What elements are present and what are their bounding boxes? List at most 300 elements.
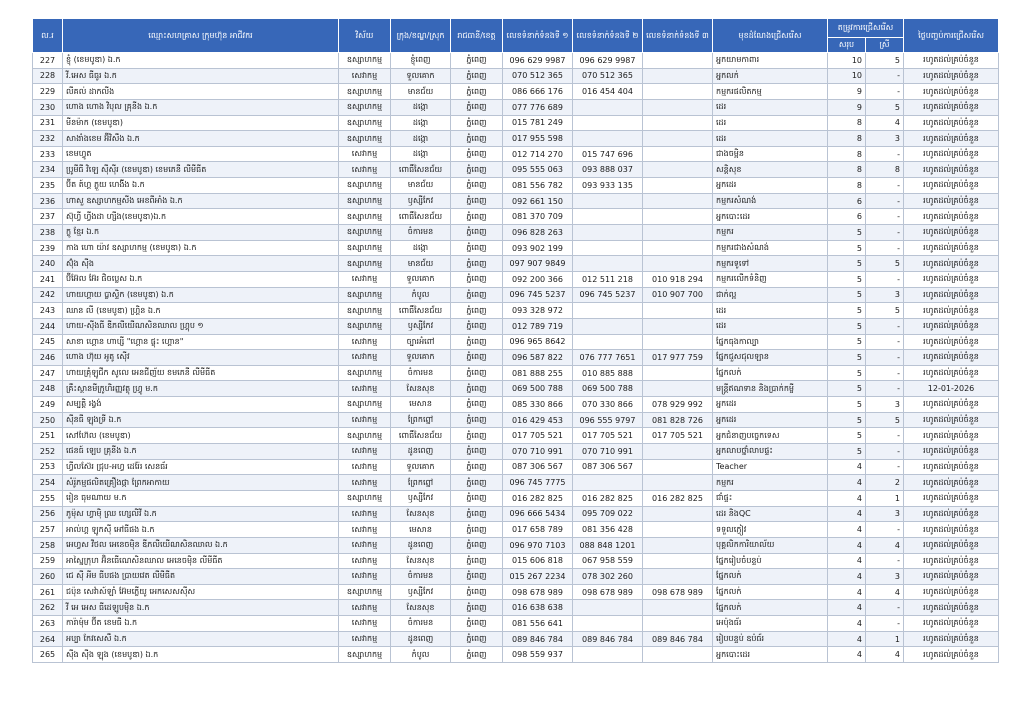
position-cell: ដេរ	[713, 115, 828, 131]
table-row	[33, 131, 999, 147]
province-cell: ភ្នំពេញ	[451, 256, 503, 272]
company-name-cell: គ្រឹះស្ថានមីក្រូហិរញ្ញវត្ថុ ហ្វ្រូ ម.ក	[63, 381, 339, 397]
phone-3-cell	[643, 506, 713, 522]
company-name-cell: អាល់ហ្គ ឡូកស៊ី អៅធីផង ឯ.ក	[63, 522, 339, 538]
company-name-cell: ជេ ស៊ី អីម ធីបផង ប្រាយវេត លីមីធីត	[63, 569, 339, 585]
province-cell: ភ្នំពេញ	[451, 99, 503, 115]
company-name-cell: ហាសួ ឧស្សាហកម្មសីង អេខពីអាំង ឯ.ក	[63, 193, 339, 209]
row-number-cell: 250	[33, 412, 63, 428]
district-cell: ដង្កោ	[391, 146, 451, 162]
company-name-cell: កាង ហោ យ៉ាវ ឧស្សាហកម្ម (ខេមបូឌា) ឯ.ក	[63, 240, 339, 256]
row-number-cell: 235	[33, 178, 63, 194]
female-needed-cell: -	[866, 271, 904, 287]
total-needed-cell: 4	[828, 522, 866, 538]
company-name-cell: វី.អេស ធីធូរ ឯ.ក	[63, 68, 339, 84]
phone-2-cell: 089 846 784	[573, 631, 643, 647]
deadline-cell: រហូតដល់គ្រប់ចំនួន	[904, 178, 999, 194]
phone-2-cell	[573, 209, 643, 225]
phone-2-cell	[573, 99, 643, 115]
female-needed-cell: -	[866, 334, 904, 350]
sector-cell: សេវាកម្ម	[339, 475, 391, 491]
district-cell: ចំការមន	[391, 569, 451, 585]
position-cell: អ្នកបោះដេរ	[713, 209, 828, 225]
total-needed-cell: 5	[828, 225, 866, 241]
table-row	[33, 381, 999, 397]
district-cell: មេសាន	[391, 397, 451, 413]
phone-1-cell: 086 666 176	[503, 84, 573, 100]
position-cell: មន្ត្រីឥណទាន និងប្រាក់កម្ចី	[713, 381, 828, 397]
company-name-cell: សៅហ៊ែល (ខេមបូឌា)	[63, 428, 339, 444]
total-needed-cell: 5	[828, 365, 866, 381]
position-cell: កម្មករ	[713, 225, 828, 241]
row-number-cell: 243	[33, 303, 63, 319]
phone-2-cell	[573, 240, 643, 256]
total-needed-cell: 9	[828, 84, 866, 100]
district-cell: សែនសុខ	[391, 600, 451, 616]
total-needed-cell: 4	[828, 584, 866, 600]
company-name-cell: ខេមហ្វូត	[63, 146, 339, 162]
position-cell: ដេរ	[713, 318, 828, 334]
position-cell: ដេរ	[713, 303, 828, 319]
sector-cell: សេវាកម្ម	[339, 444, 391, 460]
district-cell: ទួលគោក	[391, 68, 451, 84]
total-needed-cell: 8	[828, 178, 866, 194]
province-cell: ភ្នំពេញ	[451, 146, 503, 162]
sector-cell: សេវាកម្ម	[339, 334, 391, 350]
phone-1-cell: 017 658 789	[503, 522, 573, 538]
province-cell: ភ្នំពេញ	[451, 178, 503, 194]
total-needed-cell: 5	[828, 318, 866, 334]
table-row	[33, 350, 999, 366]
phone-1-cell: 093 902 199	[503, 240, 573, 256]
deadline-cell: រហូតដល់គ្រប់ចំនួន	[904, 412, 999, 428]
total-needed-cell: 5	[828, 240, 866, 256]
phone-1-cell: 015 267 2234	[503, 569, 573, 585]
row-number-cell: 232	[33, 131, 63, 147]
company-name-cell: ជប៉ុន សេវ៉ាស៍ឡាំ អ៊ែមភ្លើយូ អេកសេសស៊ីស	[63, 584, 339, 600]
position-cell: ផ្នែកជួសជុលឡាន	[713, 350, 828, 366]
table-row	[33, 178, 999, 194]
phone-2-cell: 069 500 788	[573, 381, 643, 397]
total-needed-cell: 5	[828, 303, 866, 319]
phone-2-cell: 095 709 022	[573, 506, 643, 522]
company-name-cell: អប្បា កែវសេសឹ ឯ.ក	[63, 631, 339, 647]
province-cell: ភ្នំពេញ	[451, 53, 503, 69]
sector-cell: សេវាកម្ម	[339, 459, 391, 475]
phone-1-cell: 093 328 972	[503, 303, 573, 319]
table-row	[33, 584, 999, 600]
total-needed-cell: 5	[828, 381, 866, 397]
female-needed-cell: 3	[866, 131, 904, 147]
position-cell: អ្នកដេរ	[713, 412, 828, 428]
deadline-cell: រហូតដល់គ្រប់ចំនួន	[904, 271, 999, 287]
province-cell: ភ្នំពេញ	[451, 522, 503, 538]
province-cell: ភ្នំពេញ	[451, 350, 503, 366]
phone-1-cell: 096 666 5434	[503, 506, 573, 522]
row-number-cell: 240	[33, 256, 63, 272]
female-needed-cell: -	[866, 553, 904, 569]
position-cell: ទទួលភ្ញៀវ	[713, 522, 828, 538]
deadline-cell: រហូតដល់គ្រប់ចំនួន	[904, 522, 999, 538]
phone-1-cell: 096 587 822	[503, 350, 573, 366]
deadline-cell: រហូតដល់គ្រប់ចំនួន	[904, 444, 999, 460]
header-needed: តម្រូវការជ្រើសរើស	[828, 19, 904, 38]
female-needed-cell: 1	[866, 631, 904, 647]
position-cell: កម្មករទូទៅ	[713, 256, 828, 272]
table-row	[33, 271, 999, 287]
row-number-cell: 230	[33, 99, 63, 115]
total-needed-cell: 4	[828, 647, 866, 663]
header-phone1: លេខទំនាក់ទំនងទី ១	[503, 19, 573, 53]
table-row	[33, 193, 999, 209]
total-needed-cell: 8	[828, 131, 866, 147]
row-number-cell: 229	[33, 84, 63, 100]
phone-1-cell: 069 500 788	[503, 381, 573, 397]
table-row	[33, 334, 999, 350]
district-cell: សែនសុខ	[391, 506, 451, 522]
district-cell: មានជ័យ	[391, 256, 451, 272]
sector-cell: ឧស្សាហកម្ម	[339, 584, 391, 600]
position-cell: ផ្នែកលក់	[713, 569, 828, 585]
female-needed-cell: -	[866, 365, 904, 381]
phone-3-cell: 098 678 989	[643, 584, 713, 600]
phone-3-cell: 078 929 992	[643, 397, 713, 413]
province-cell: ភ្នំពេញ	[451, 397, 503, 413]
province-cell: ភ្នំពេញ	[451, 381, 503, 397]
female-needed-cell: 4	[866, 647, 904, 663]
sector-cell: សេវាកម្ម	[339, 600, 391, 616]
deadline-cell: រហូតដល់គ្រប់ចំនួន	[904, 584, 999, 600]
total-needed-cell: 4	[828, 475, 866, 491]
province-cell: ភ្នំពេញ	[451, 303, 503, 319]
province-cell: ភ្នំពេញ	[451, 334, 503, 350]
district-cell: ខ្ញុំពេញ	[391, 53, 451, 69]
district-cell: ព្រែកព្នៅ	[391, 412, 451, 428]
phone-2-cell: 096 555 9797	[573, 412, 643, 428]
position-cell: សន្តិសុខ	[713, 162, 828, 178]
position-cell: ដេរ	[713, 131, 828, 147]
deadline-cell: រហូតដល់គ្រប់ចំនួន	[904, 365, 999, 381]
province-cell: ភ្នំពេញ	[451, 459, 503, 475]
phone-1-cell: 016 638 638	[503, 600, 573, 616]
phone-3-cell	[643, 209, 713, 225]
table-row	[33, 303, 999, 319]
deadline-cell: រហូតដល់គ្រប់ចំនួន	[904, 318, 999, 334]
female-needed-cell: -	[866, 381, 904, 397]
company-name-cell: រៀន ធុមណាយ ម.ក	[63, 490, 339, 506]
phone-3-cell	[643, 53, 713, 69]
row-number-cell: 238	[33, 225, 63, 241]
phone-2-cell	[573, 131, 643, 147]
table-row	[33, 412, 999, 428]
phone-3-cell: 017 705 521	[643, 428, 713, 444]
company-name-cell: ស៊ីង ស៊ីង ឡុង (ខេមបូឌា) ឯ.ក	[63, 647, 339, 663]
position-cell: កម្មករលើកទំនិញ	[713, 271, 828, 287]
deadline-cell: រហូតដល់គ្រប់ចំនួន	[904, 397, 999, 413]
phone-1-cell: 097 907 9849	[503, 256, 573, 272]
female-needed-cell: 3	[866, 569, 904, 585]
sector-cell: សេវាកម្ម	[339, 506, 391, 522]
row-number-cell: 231	[33, 115, 63, 131]
district-cell: ពោធិ៍សែនជ័យ	[391, 303, 451, 319]
total-needed-cell: 4	[828, 506, 866, 522]
sector-cell: ឧស្សាហកម្ម	[339, 225, 391, 241]
province-cell: ភ្នំពេញ	[451, 631, 503, 647]
table-row	[33, 506, 999, 522]
province-cell: ភ្នំពេញ	[451, 584, 503, 600]
phone-3-cell	[643, 178, 713, 194]
province-cell: ភ្នំពេញ	[451, 616, 503, 632]
phone-2-cell	[573, 115, 643, 131]
position-cell: ផ្នែកលក់	[713, 584, 828, 600]
female-needed-cell: 3	[866, 287, 904, 303]
row-number-cell: 258	[33, 537, 63, 553]
deadline-cell: រហូតដល់គ្រប់ចំនួន	[904, 146, 999, 162]
row-number-cell: 248	[33, 381, 63, 397]
deadline-cell: រហូតដល់គ្រប់ចំនួន	[904, 616, 999, 632]
row-number-cell: 236	[33, 193, 63, 209]
header-company: ឈ្មោះសហគ្រាស ក្រុមហ៊ុន អាជីវករ	[63, 19, 339, 53]
female-needed-cell: 4	[866, 537, 904, 553]
table-row	[33, 365, 999, 381]
female-needed-cell: -	[866, 84, 904, 100]
row-number-cell: 262	[33, 600, 63, 616]
district-cell: ច្បារអំពៅ	[391, 334, 451, 350]
sector-cell: ឧស្សាហកម្ម	[339, 256, 391, 272]
row-number-cell: 241	[33, 271, 63, 287]
row-number-cell: 249	[33, 397, 63, 413]
company-name-cell: មីនម៉ាក (ខេមបូឌា)	[63, 115, 339, 131]
row-number-cell: 252	[33, 444, 63, 460]
phone-1-cell: 017 705 521	[503, 428, 573, 444]
total-needed-cell: 8	[828, 162, 866, 178]
table-row	[33, 240, 999, 256]
row-number-cell: 244	[33, 318, 63, 334]
sector-cell: ឧស្សាហកម្ម	[339, 131, 391, 147]
total-needed-cell: 8	[828, 115, 866, 131]
phone-3-cell	[643, 647, 713, 663]
phone-2-cell	[573, 225, 643, 241]
phone-2-cell: 096 745 5237	[573, 287, 643, 303]
phone-3-cell	[643, 131, 713, 147]
sector-cell: សេវាកម្ម	[339, 146, 391, 162]
district-cell: ពោធិ៍សែនជ័យ	[391, 162, 451, 178]
row-number-cell: 254	[33, 475, 63, 491]
phone-1-cell: 016 429 453	[503, 412, 573, 428]
phone-3-cell	[643, 537, 713, 553]
sector-cell: សេវាកម្ម	[339, 553, 391, 569]
position-cell: កម្មករសំណង់	[713, 193, 828, 209]
row-number-cell: 239	[33, 240, 63, 256]
phone-1-cell: 085 330 866	[503, 397, 573, 413]
district-cell: សែនសុខ	[391, 381, 451, 397]
phone-2-cell: 093 933 135	[573, 178, 643, 194]
position-cell: អ្នកលាបថ្នាំលាបផ្ទះ	[713, 444, 828, 460]
phone-2-cell: 076 777 7651	[573, 350, 643, 366]
province-cell: ភ្នំពេញ	[451, 412, 503, 428]
female-needed-cell: 5	[866, 303, 904, 319]
district-cell: ដូនពេញ	[391, 631, 451, 647]
female-needed-cell: -	[866, 225, 904, 241]
header-phone2: លេខទំនាក់ទំនងទី ២	[573, 19, 643, 53]
company-name-cell: ស៊ុំង ស៊ីង	[63, 256, 339, 272]
row-number-cell: 265	[33, 647, 63, 663]
phone-1-cell: 098 559 937	[503, 647, 573, 663]
sector-cell: ឧស្សាហកម្ម	[339, 397, 391, 413]
table-row	[33, 287, 999, 303]
province-cell: ភ្នំពេញ	[451, 600, 503, 616]
deadline-cell: រហូតដល់គ្រប់ចំនួន	[904, 459, 999, 475]
district-cell: ដង្កោ	[391, 240, 451, 256]
header-phone3: លេខទំនាក់ទំនងទី ៣	[643, 19, 713, 53]
phone-2-cell	[573, 193, 643, 209]
phone-3-cell	[643, 600, 713, 616]
row-number-cell: 255	[33, 490, 63, 506]
province-cell: ភ្នំពេញ	[451, 365, 503, 381]
sector-cell: ឧស្សាហកម្ម	[339, 490, 391, 506]
female-needed-cell: -	[866, 193, 904, 209]
district-cell: ទួលគោក	[391, 271, 451, 287]
deadline-cell: រហូតដល់គ្រប់ចំនួន	[904, 240, 999, 256]
district-cell: ពោធិ៍សែនជ័យ	[391, 428, 451, 444]
sector-cell: សេវាកម្ម	[339, 68, 391, 84]
company-name-cell: ខ្ញុំ (ខេមបូឌា) ឯ.ក	[63, 53, 339, 69]
deadline-cell: រហូតដល់គ្រប់ចំនួន	[904, 53, 999, 69]
sector-cell: សេវាកម្ម	[339, 350, 391, 366]
total-needed-cell: 5	[828, 350, 866, 366]
phone-3-cell	[643, 84, 713, 100]
row-number-cell: 256	[33, 506, 63, 522]
district-cell: កំបូល	[391, 647, 451, 663]
total-needed-cell: 5	[828, 444, 866, 460]
company-name-cell: ប្រូមីធី វិឡេ ស៊ីស៊ីរ (ខេមបូឌា) ខេមភេនី លីមីធីត	[63, 162, 339, 178]
company-name-cell: ហោង ហ៊ុយ អូតូ ស៊ើវ	[63, 350, 339, 366]
phone-1-cell: 096 745 5237	[503, 287, 573, 303]
phone-1-cell: 096 745 7775	[503, 475, 573, 491]
phone-3-cell	[643, 334, 713, 350]
phone-2-cell: 015 747 696	[573, 146, 643, 162]
deadline-cell: 12-01-2026	[904, 381, 999, 397]
total-needed-cell: 4	[828, 459, 866, 475]
total-needed-cell: 5	[828, 334, 866, 350]
deadline-cell: រហូតដល់គ្រប់ចំនួន	[904, 647, 999, 663]
district-cell: មានជ័យ	[391, 84, 451, 100]
phone-3-cell	[643, 225, 713, 241]
phone-2-cell	[573, 616, 643, 632]
deadline-cell: រហូតដល់គ្រប់ចំនួន	[904, 303, 999, 319]
phone-1-cell: 015 781 249	[503, 115, 573, 131]
sector-cell: ឧស្សាហកម្ម	[339, 303, 391, 319]
row-number-cell: 233	[33, 146, 63, 162]
phone-3-cell: 089 846 784	[643, 631, 713, 647]
province-cell: ភ្នំពេញ	[451, 115, 503, 131]
phone-3-cell	[643, 616, 713, 632]
total-needed-cell: 4	[828, 569, 866, 585]
phone-3-cell: 081 828 726	[643, 412, 713, 428]
province-cell: ភ្នំពេញ	[451, 271, 503, 287]
position-cell: កម្មករផលិតកម្ម	[713, 84, 828, 100]
sector-cell: សេវាកម្ម	[339, 412, 391, 428]
sector-cell: សេវាកម្ម	[339, 569, 391, 585]
row-number-cell: 234	[33, 162, 63, 178]
phone-3-cell	[643, 256, 713, 272]
position-cell: កម្មករជាងសំណង់	[713, 240, 828, 256]
phone-1-cell: 098 678 989	[503, 584, 573, 600]
phone-2-cell	[573, 334, 643, 350]
sector-cell: ឧស្សាហកម្ម	[339, 84, 391, 100]
female-needed-cell: 4	[866, 584, 904, 600]
header-district: ក្រុង/ខណ្ឌ/ស្រុក	[391, 19, 451, 53]
phone-3-cell	[643, 240, 713, 256]
district-cell: ចំការមន	[391, 225, 451, 241]
province-cell: ភ្នំពេញ	[451, 569, 503, 585]
row-number-cell: 257	[33, 522, 63, 538]
female-needed-cell: 5	[866, 256, 904, 272]
phone-3-cell	[643, 569, 713, 585]
phone-2-cell	[573, 475, 643, 491]
sector-cell: ឧស្សាហកម្ម	[339, 287, 391, 303]
province-cell: ភ្នំពេញ	[451, 225, 503, 241]
table-row	[33, 459, 999, 475]
province-cell: ភ្នំពេញ	[451, 131, 503, 147]
company-name-cell: ហាយហ្គាយ ប្លាស្ទិក (ខេមបូឌា) ឯ.ក	[63, 287, 339, 303]
province-cell: ភ្នំពេញ	[451, 506, 503, 522]
female-needed-cell: -	[866, 522, 904, 538]
phone-3-cell	[643, 475, 713, 491]
phone-2-cell: 010 885 888	[573, 365, 643, 381]
company-name-cell: វី អេ អេស ធីដេឡូបម៉ិន ឯ.ក	[63, 600, 339, 616]
phone-3-cell	[643, 115, 713, 131]
phone-3-cell	[643, 146, 713, 162]
position-cell: ផ្នែកធុងកាល្បា	[713, 334, 828, 350]
position-cell: Teacher	[713, 459, 828, 475]
deadline-cell: រហូតដល់គ្រប់ចំនួន	[904, 99, 999, 115]
sector-cell: ឧស្សាហកម្ម	[339, 428, 391, 444]
phone-1-cell: 096 970 7103	[503, 537, 573, 553]
company-name-cell: ផេនធ៍ ឡេប គ្រុនីង ឯ.ក	[63, 444, 339, 460]
company-name-cell: សាងាំងខេម អ៊ីវិសឹង ឯ.ក	[63, 131, 339, 147]
sector-cell: សេវាកម្ម	[339, 162, 391, 178]
row-number-cell: 251	[33, 428, 63, 444]
female-needed-cell: 8	[866, 162, 904, 178]
table-row	[33, 444, 999, 460]
phone-3-cell	[643, 318, 713, 334]
phone-1-cell: 081 556 782	[503, 178, 573, 194]
position-cell: អ្នកជំនាញបច្ចេកទេស	[713, 428, 828, 444]
sector-cell: ឧស្សាហកម្ម	[339, 209, 391, 225]
position-cell: ផ្នែកលក់	[713, 365, 828, 381]
position-cell: ផ្នែកលក់	[713, 600, 828, 616]
province-cell: ភ្នំពេញ	[451, 490, 503, 506]
table-row	[33, 475, 999, 491]
sector-cell: ឧស្សាហកម្ម	[339, 115, 391, 131]
phone-3-cell	[643, 381, 713, 397]
phone-3-cell: 017 977 759	[643, 350, 713, 366]
total-needed-cell: 4	[828, 490, 866, 506]
province-cell: ភ្នំពេញ	[451, 193, 503, 209]
female-needed-cell: 5	[866, 99, 904, 115]
position-cell: ជាក់ល្អ	[713, 287, 828, 303]
position-cell: ជាងចម្អិន	[713, 146, 828, 162]
province-cell: ភ្នំពេញ	[451, 209, 503, 225]
female-needed-cell: -	[866, 428, 904, 444]
row-number-cell: 264	[33, 631, 63, 647]
phone-1-cell: 096 629 9987	[503, 53, 573, 69]
phone-2-cell: 096 629 9987	[573, 53, 643, 69]
deadline-cell: រហូតដល់គ្រប់ចំនួន	[904, 209, 999, 225]
header-no: ល.រ	[33, 19, 63, 53]
deadline-cell: រហូតដល់គ្រប់ចំនួន	[904, 68, 999, 84]
